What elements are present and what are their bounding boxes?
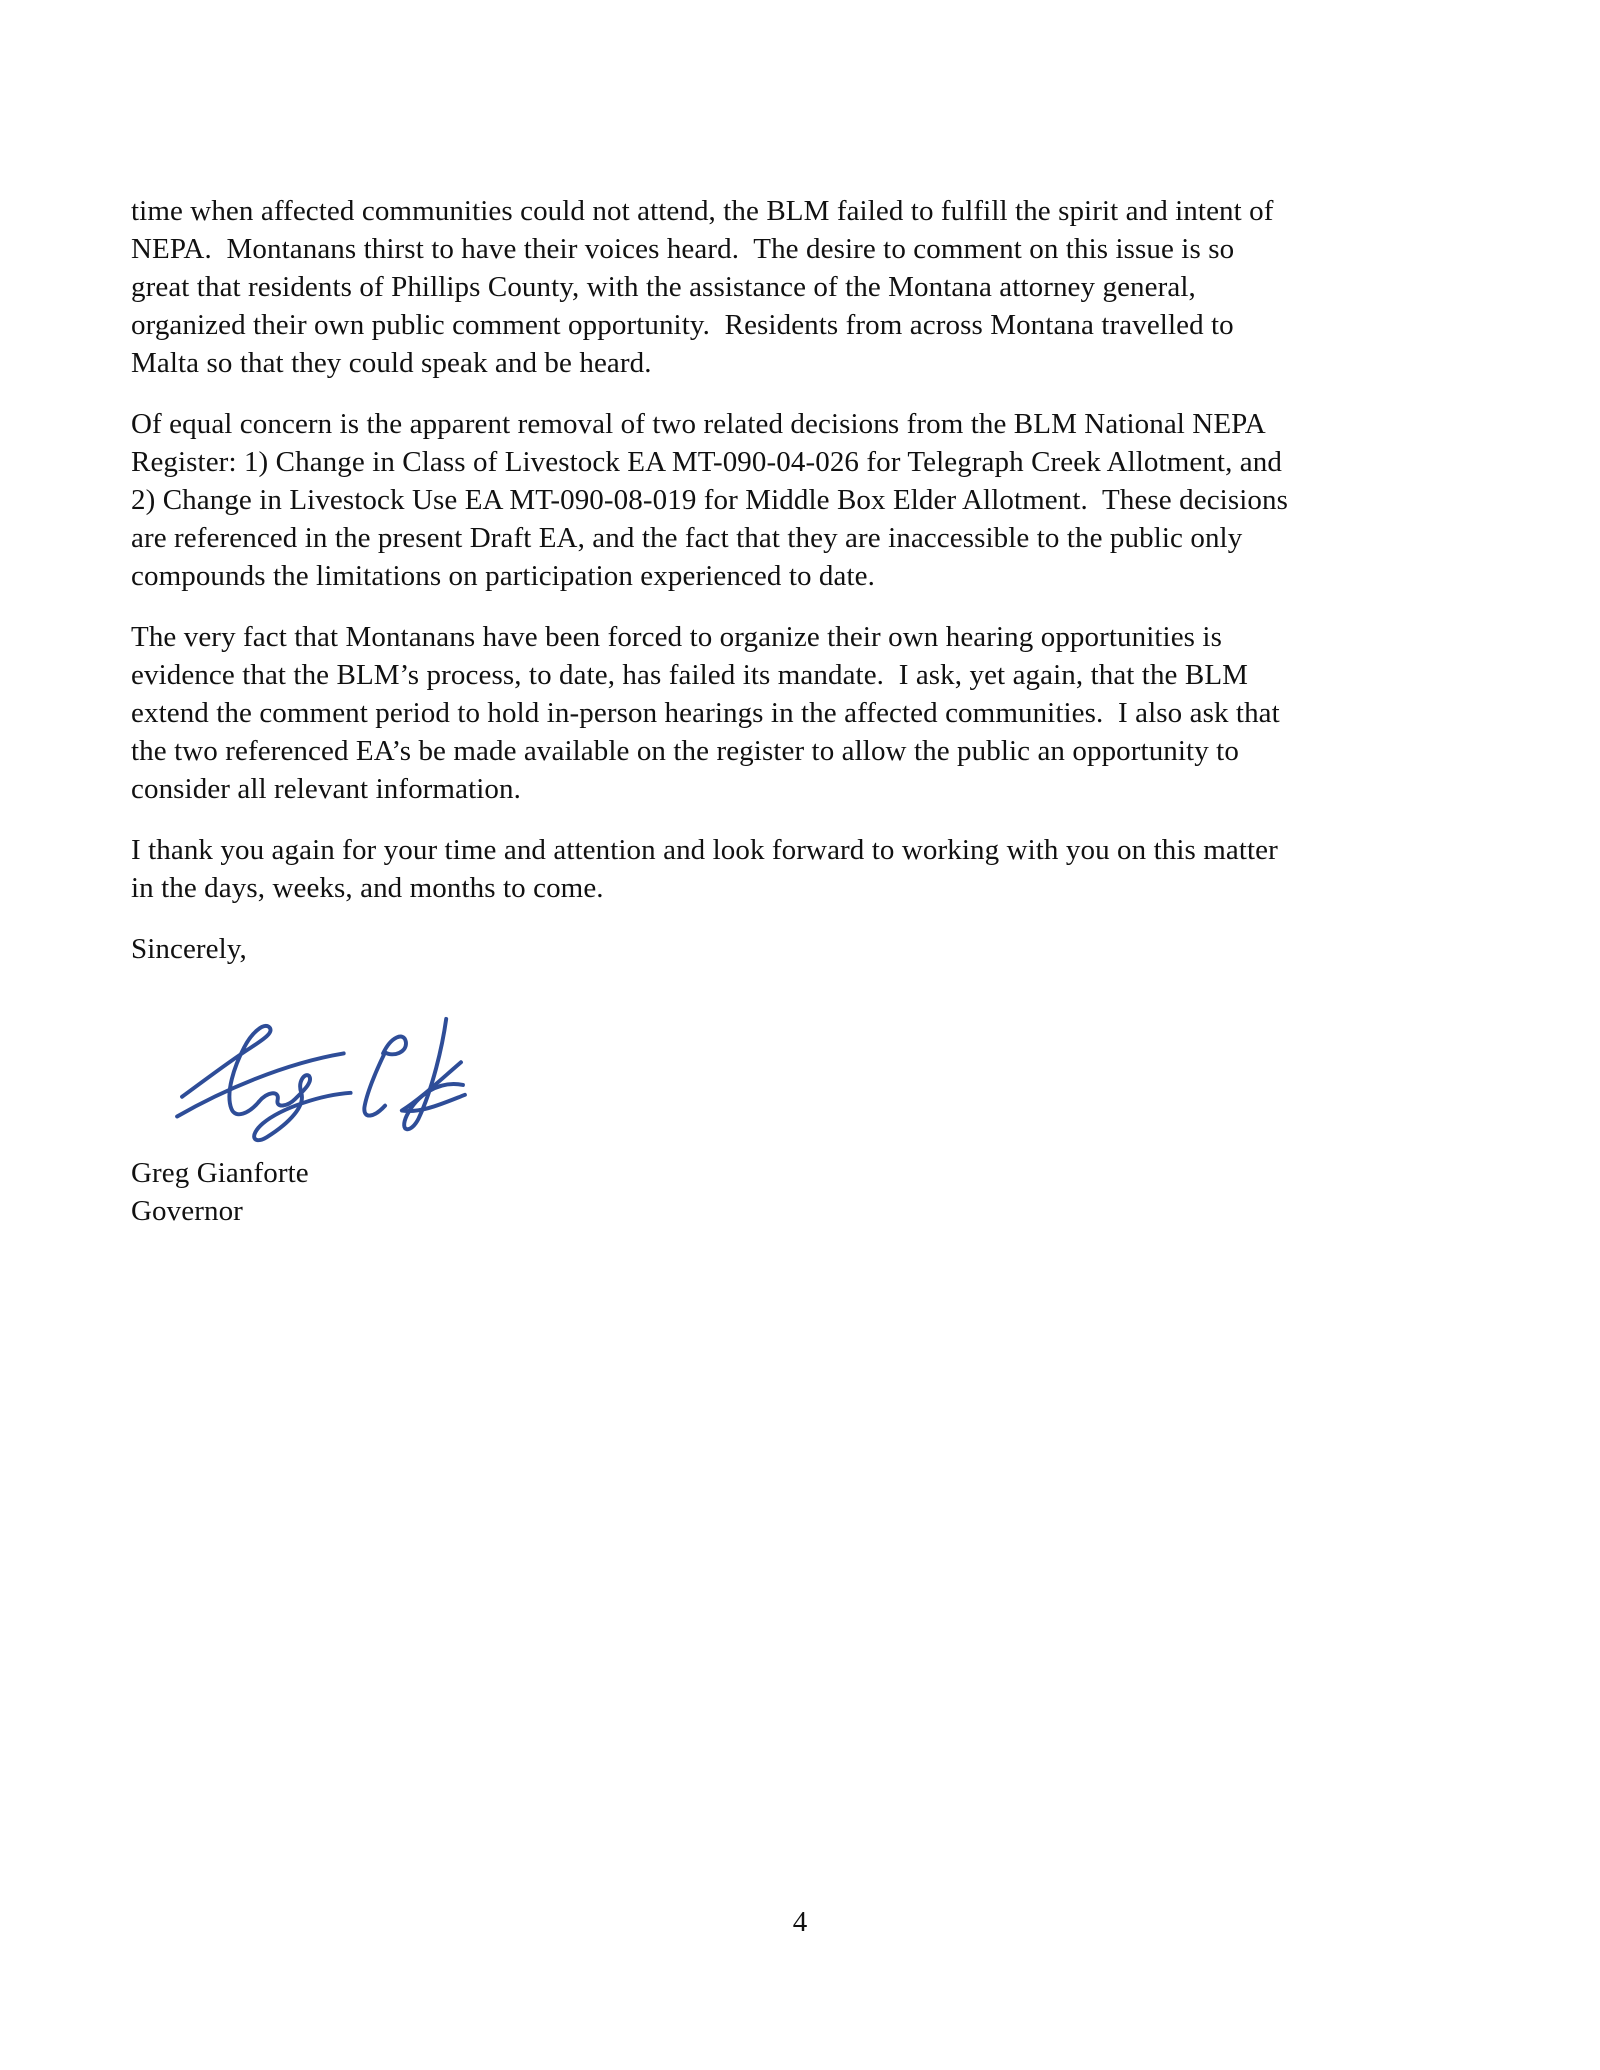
paragraph-line: NEPA. Montanans thirst to have their voices heard. The desire to comment on this issue is so bbox=[131, 233, 1235, 265]
paragraph-line: the two referenced EA’s be made available on the register to allow the public an opportunity to bbox=[131, 735, 1239, 767]
signer-name: Greg Gianforte bbox=[131, 1157, 309, 1189]
signature-image bbox=[172, 1012, 472, 1150]
paragraph-line: 2) Change in Livestock Use EA MT-090-08-019 for Middle Box Elder Allotment. These decisions bbox=[131, 484, 1288, 516]
letter-body bbox=[131, 192, 1511, 1230]
page-number: 4 bbox=[792, 1906, 808, 1938]
paragraph-line: time when affected communities could not attend, the BLM failed to fulfill the spirit and intent of bbox=[131, 195, 1274, 227]
paragraph-line: I thank you again for your time and attention and look forward to working with you on this matter bbox=[131, 834, 1278, 866]
paragraph bbox=[131, 831, 1511, 907]
paragraph-line: extend the comment period to hold in-person hearings in the affected communities. I also ask that bbox=[131, 697, 1280, 729]
paragraph-line: Register: 1) Change in Class of Livestock EA MT-090-04-026 for Telegraph Creek Allotment, and bbox=[131, 446, 1282, 478]
closing bbox=[131, 930, 1511, 968]
paragraph-line: in the days, weeks, and months to come. bbox=[131, 872, 604, 904]
paragraph-line: are referenced in the present Draft EA, and the fact that they are inaccessible to the public only bbox=[131, 522, 1243, 554]
signer-title: Governor bbox=[131, 1195, 243, 1227]
paragraph bbox=[131, 405, 1511, 595]
paragraph-line: organized their own public comment opportunity. Residents from across Montana travelled to bbox=[131, 309, 1234, 341]
paragraph-line: compounds the limitations on participation experienced to date. bbox=[131, 560, 875, 592]
paragraph-line: great that residents of Phillips County, with the assistance of the Montana attorney general, bbox=[131, 271, 1196, 303]
paragraph-line: The very fact that Montanans have been forced to organize their own hearing opportunities is bbox=[131, 621, 1222, 653]
signature-block bbox=[131, 1154, 1511, 1230]
paragraph bbox=[131, 618, 1511, 808]
paragraph-line: consider all relevant information. bbox=[131, 773, 521, 805]
paragraph bbox=[131, 192, 1511, 382]
paragraph-line: Of equal concern is the apparent removal of two related decisions from the BLM National NEPA bbox=[131, 408, 1266, 440]
closing-line: Sincerely, bbox=[131, 933, 247, 965]
paragraph-line: Malta so that they could speak and be heard. bbox=[131, 347, 652, 379]
paragraph-line: evidence that the BLM’s process, to date, has failed its mandate. I ask, yet again, that the BLM bbox=[131, 659, 1249, 691]
